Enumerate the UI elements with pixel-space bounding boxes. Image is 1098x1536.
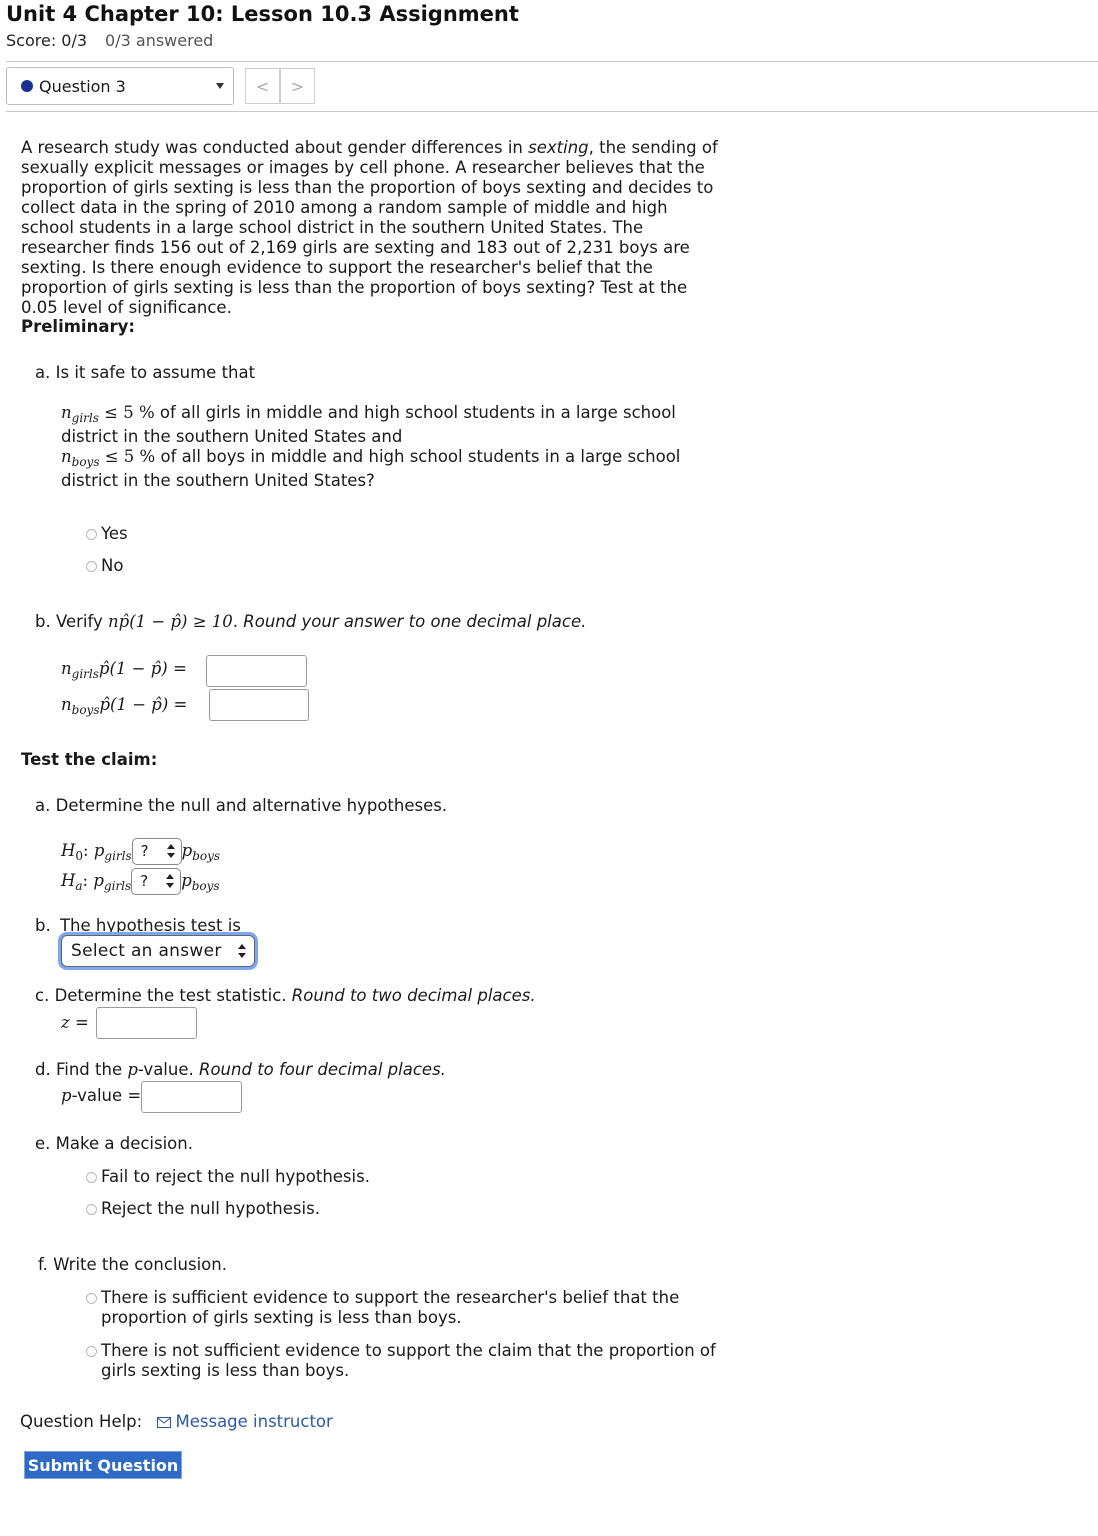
radio-label: Fail to reject the null hypothesis.: [101, 1167, 370, 1186]
math-sub: a: [75, 879, 83, 893]
prelim-b-question: [35, 612, 586, 631]
math-sub: 0: [75, 849, 84, 863]
item-label: b.: [35, 916, 51, 935]
assumption-line-girls: [61, 403, 676, 425]
updown-arrows-icon: [238, 944, 246, 958]
girls-formula: [61, 659, 187, 681]
updown-arrows-icon: [167, 844, 175, 858]
pvalue-input[interactable]: [141, 1081, 242, 1113]
math-var: n: [61, 659, 72, 678]
radio-sufficient-evidence[interactable]: [86, 1288, 679, 1328]
radio-label: There is sufficient evidence to support the researcher's belief that the: [101, 1288, 680, 1307]
radio-button[interactable]: [86, 1172, 97, 1183]
radio-button[interactable]: [86, 1204, 97, 1215]
math-var: p: [93, 871, 104, 890]
z-input[interactable]: [96, 1007, 197, 1039]
radio-label: There is not sufficient evidence to support the claim that the proportion of: [101, 1341, 716, 1360]
item-label: e.: [35, 1134, 51, 1153]
question-text: Find the: [55, 1060, 123, 1079]
z-label: z =: [61, 1013, 89, 1032]
radio-label: No: [101, 556, 124, 575]
question-text: Verify: [55, 612, 103, 631]
math-var: p: [93, 841, 105, 860]
select-value: Select an answer: [71, 941, 222, 961]
instruction-text: Round to four decimal places.: [199, 1060, 446, 1079]
score-line: [6, 31, 213, 50]
radio-label: proportion of girls sexting is less than boys.: [101, 1308, 462, 1327]
math-expr: p̂(1 − p̂) =: [99, 695, 188, 714]
divider: [6, 61, 1098, 62]
question-help: [20, 1412, 333, 1431]
math-sub: boys: [71, 703, 100, 717]
assumption-text: of all boys in middle and high school students in a large school: [160, 447, 681, 466]
test-a-question: [35, 796, 447, 815]
question-text: -value.: [137, 1060, 194, 1079]
divider: [6, 111, 1098, 112]
math-var: p: [181, 871, 192, 890]
assumption-text: of all girls in middle and high school students in a large school: [159, 403, 676, 422]
item-label: f.: [38, 1255, 48, 1274]
math-var: p: [127, 1060, 138, 1079]
boys-np-input[interactable]: [209, 689, 309, 721]
question-text: Write the conclusion.: [53, 1255, 227, 1274]
item-label: c.: [35, 986, 50, 1005]
assumption-line-2: district in the southern United States and: [61, 427, 403, 446]
h0-relation-select[interactable]: [132, 838, 182, 865]
radio-button[interactable]: [86, 561, 97, 572]
assumption-line-4: district in the southern United States?: [61, 471, 375, 490]
item-label: a.: [35, 796, 51, 815]
alternative-hypothesis: $H_a$: $p_{girls}$ ? $p_{boys}$: [61, 868, 220, 895]
null-hypothesis: $H_0$: $p_{girls}$ ? $p_{boys}$: [61, 838, 220, 865]
item-label: d.: [35, 1060, 51, 1079]
radio-label: girls sexting is less than boys.: [101, 1361, 350, 1380]
link-label: Message instructor: [175, 1412, 333, 1431]
problem-emphasis: sexting: [528, 138, 589, 157]
assignment-title: Unit 4 Chapter 10: Lesson 10.3 Assignment: [6, 2, 519, 26]
question-text: The hypothesis test is: [59, 916, 241, 935]
math-sub: girls: [71, 667, 99, 681]
radio-yes[interactable]: [86, 524, 128, 543]
radio-no[interactable]: [86, 556, 123, 575]
score-text: Score: 0/3: [6, 31, 88, 50]
question-select-label: Question 3: [39, 76, 126, 96]
label-text: -value =: [71, 1086, 142, 1105]
math-var: n: [61, 695, 72, 714]
math-var: p: [181, 841, 193, 860]
test-f-question: [38, 1255, 227, 1274]
pvalue-label: [61, 1086, 141, 1105]
math-var: n: [61, 403, 72, 422]
prev-question-button[interactable]: <: [245, 68, 280, 104]
math-expr: ≤ 5 %: [104, 447, 156, 466]
test-claim-heading: Test the claim:: [21, 750, 158, 769]
test-d-question: [35, 1060, 446, 1079]
radio-button[interactable]: [86, 1346, 97, 1357]
boys-formula: [61, 695, 187, 717]
math-var: n: [61, 447, 72, 466]
math-var: p: [61, 1086, 72, 1105]
problem-text: A research study was conducted about gender differences in: [21, 138, 529, 157]
item-label: a.: [35, 363, 51, 382]
radio-label: Yes: [101, 524, 128, 543]
chevron-down-icon: [216, 83, 224, 89]
problem-statement: [21, 138, 721, 318]
help-label: Question Help:: [20, 1412, 143, 1431]
math-sub: boys: [71, 455, 100, 469]
math-sub: girls: [103, 879, 132, 893]
math-var: H: [61, 841, 76, 860]
assumption-line-boys: [61, 447, 680, 469]
radio-button[interactable]: [86, 1293, 97, 1304]
radio-label: Reject the null hypothesis.: [101, 1199, 320, 1218]
test-e-question: [35, 1134, 193, 1153]
math-sub: boys: [191, 879, 220, 893]
math-sub: boys: [192, 849, 221, 863]
math-sub: girls: [104, 849, 132, 863]
math-expr: p̂(1 − p̂) =: [98, 659, 187, 678]
math-expr: ≤ 5 %: [104, 403, 155, 422]
test-c-question: [35, 986, 536, 1005]
problem-text: , the sending of sexually explicit messages or images by cell phone. A researcher believes that the proportion of girls sexting is less than the proportion of boys sexting and decides to collect data in the spring of 2010 among a random sample of middle and high school students in a large school district in the southern United States. The researcher finds 156 out of 2,169 girls are sexting and 183 out of 2,231 boys are sexting. Is there enough evidence to support the researcher's belief that the proportion of girls sexting is less than the proportion of boys sexting? Test at the 0.05 level of significance.: [21, 138, 718, 317]
select-value: ?: [140, 842, 149, 860]
question-status-dot: [21, 80, 33, 92]
radio-not-sufficient-evidence[interactable]: [86, 1341, 716, 1381]
question-text: Make a decision.: [55, 1134, 193, 1153]
hypothesis-test-type-select[interactable]: [61, 935, 255, 967]
question-text: Determine the test statistic.: [54, 986, 287, 1005]
question-text: Is it safe to assume that: [55, 363, 256, 382]
radio-reject[interactable]: [86, 1199, 320, 1218]
prelim-a-question: [35, 363, 255, 382]
test-b-question: [35, 916, 241, 935]
item-label: b.: [35, 612, 51, 631]
question-text: Determine the null and alternative hypotheses.: [55, 796, 448, 815]
next-question-button[interactable]: >: [280, 68, 315, 104]
radio-button[interactable]: [86, 529, 97, 540]
radio-fail-to-reject[interactable]: [86, 1167, 370, 1186]
math-expr: np̂(1 − p̂) ≥ 10.: [108, 612, 239, 631]
message-instructor-link[interactable]: [157, 1412, 332, 1431]
preliminary-heading: Preliminary:: [21, 317, 135, 336]
answered-text: 0/3 answered: [105, 31, 214, 50]
math-sub: girls: [71, 411, 99, 425]
mail-icon: [157, 1417, 171, 1428]
ha-relation-select[interactable]: [131, 868, 181, 895]
instruction-text: Round to two decimal places.: [291, 986, 536, 1005]
submit-question-button[interactable]: Submit Question: [24, 1451, 182, 1479]
girls-np-input[interactable]: [206, 655, 307, 687]
instruction-text: Round your answer to one decimal place.: [243, 612, 587, 631]
select-value: ?: [140, 872, 149, 890]
math-var: H: [61, 871, 76, 890]
question-select[interactable]: [6, 67, 234, 105]
updown-arrows-icon: [166, 874, 174, 888]
